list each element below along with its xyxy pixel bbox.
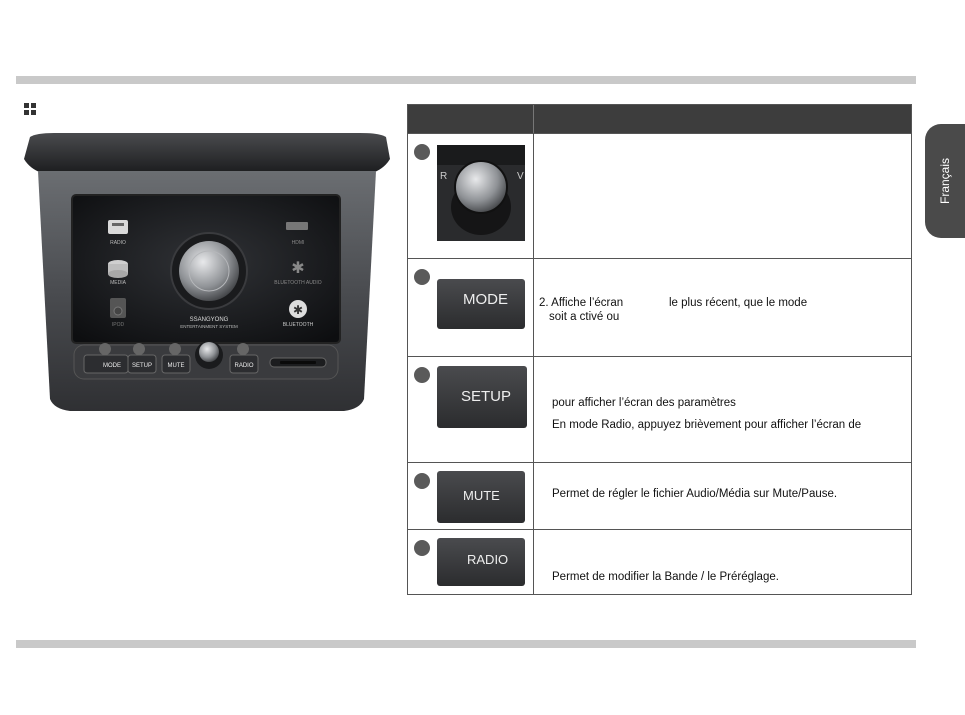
brand-name: SSANGYONG — [189, 317, 229, 323]
mode-desc-line-2: le plus récent, que le mode — [669, 297, 808, 309]
table-row — [408, 462, 911, 529]
radio-button-photo — [437, 538, 525, 586]
step-number-badge — [414, 473, 430, 489]
table-row — [408, 356, 911, 462]
step-number-badge — [414, 540, 430, 556]
step-number-badge — [414, 367, 430, 383]
table-row — [408, 133, 911, 258]
setup-desc-line-2: En mode Radio, appuyez brièvement pour afficher l’écran de — [552, 419, 862, 431]
language-tab[interactable] — [925, 124, 965, 238]
step-number-badge — [414, 269, 430, 285]
mode-desc-line-3: soit a ctivé ou — [549, 311, 620, 323]
mute-button-photo — [437, 471, 525, 523]
setup-button-photo — [437, 366, 527, 428]
radio-button-label: RADIO — [467, 552, 509, 567]
grid-icon — [24, 103, 37, 116]
menu-label-hdmi: HDMI — [291, 240, 305, 246]
mode-button-photo — [437, 279, 525, 329]
svg-text:V: V — [517, 171, 524, 182]
step-number-badge — [414, 144, 430, 160]
mute-desc-line-1: Permet de régler le fichier Audio/Média sur Mute/Pause. — [552, 488, 838, 500]
radio-desc-line-1: Permet de modifier la Bande / le Préréglage. — [552, 571, 779, 583]
mode-button-label: MODE — [463, 291, 508, 308]
controls-table — [407, 104, 912, 595]
setup-desc-line-1: pour afficher l’écran des paramètres — [552, 397, 736, 409]
top-rule — [16, 76, 916, 84]
unit-setup-button: SETUP — [131, 363, 153, 369]
bottom-rule — [16, 640, 916, 648]
table-row — [408, 529, 911, 594]
menu-label-bt-audio: BLUETOOTH AUDIO — [274, 280, 322, 286]
menu-label-ipod: IPOD — [111, 322, 125, 328]
volume-knob-photo — [437, 145, 525, 241]
table-header — [408, 105, 911, 133]
unit-radio-button: RADIO — [234, 363, 254, 369]
mode-desc-line-1: 2. Affiche l’écran — [539, 297, 624, 309]
svg-text:✱: ✱ — [291, 260, 305, 277]
svg-text:✱: ✱ — [292, 303, 304, 317]
head-unit-illustration — [24, 133, 390, 411]
language-label: Français — [938, 157, 952, 205]
mute-button-label: MUTE — [463, 488, 500, 503]
brand-subtitle: ENTERTAINMENT SYSTEM — [180, 324, 238, 329]
setup-button-label: SETUP — [461, 388, 512, 405]
menu-label-radio: RADIO — [110, 240, 126, 246]
svg-text:R: R — [440, 171, 448, 182]
unit-mute-button: MUTE — [167, 363, 185, 369]
menu-label-media: MEDIA — [110, 280, 126, 286]
unit-mode-button: MODE — [103, 363, 121, 369]
table-row — [408, 258, 911, 356]
menu-label-bluetooth: BLUETOOTH — [282, 322, 314, 328]
